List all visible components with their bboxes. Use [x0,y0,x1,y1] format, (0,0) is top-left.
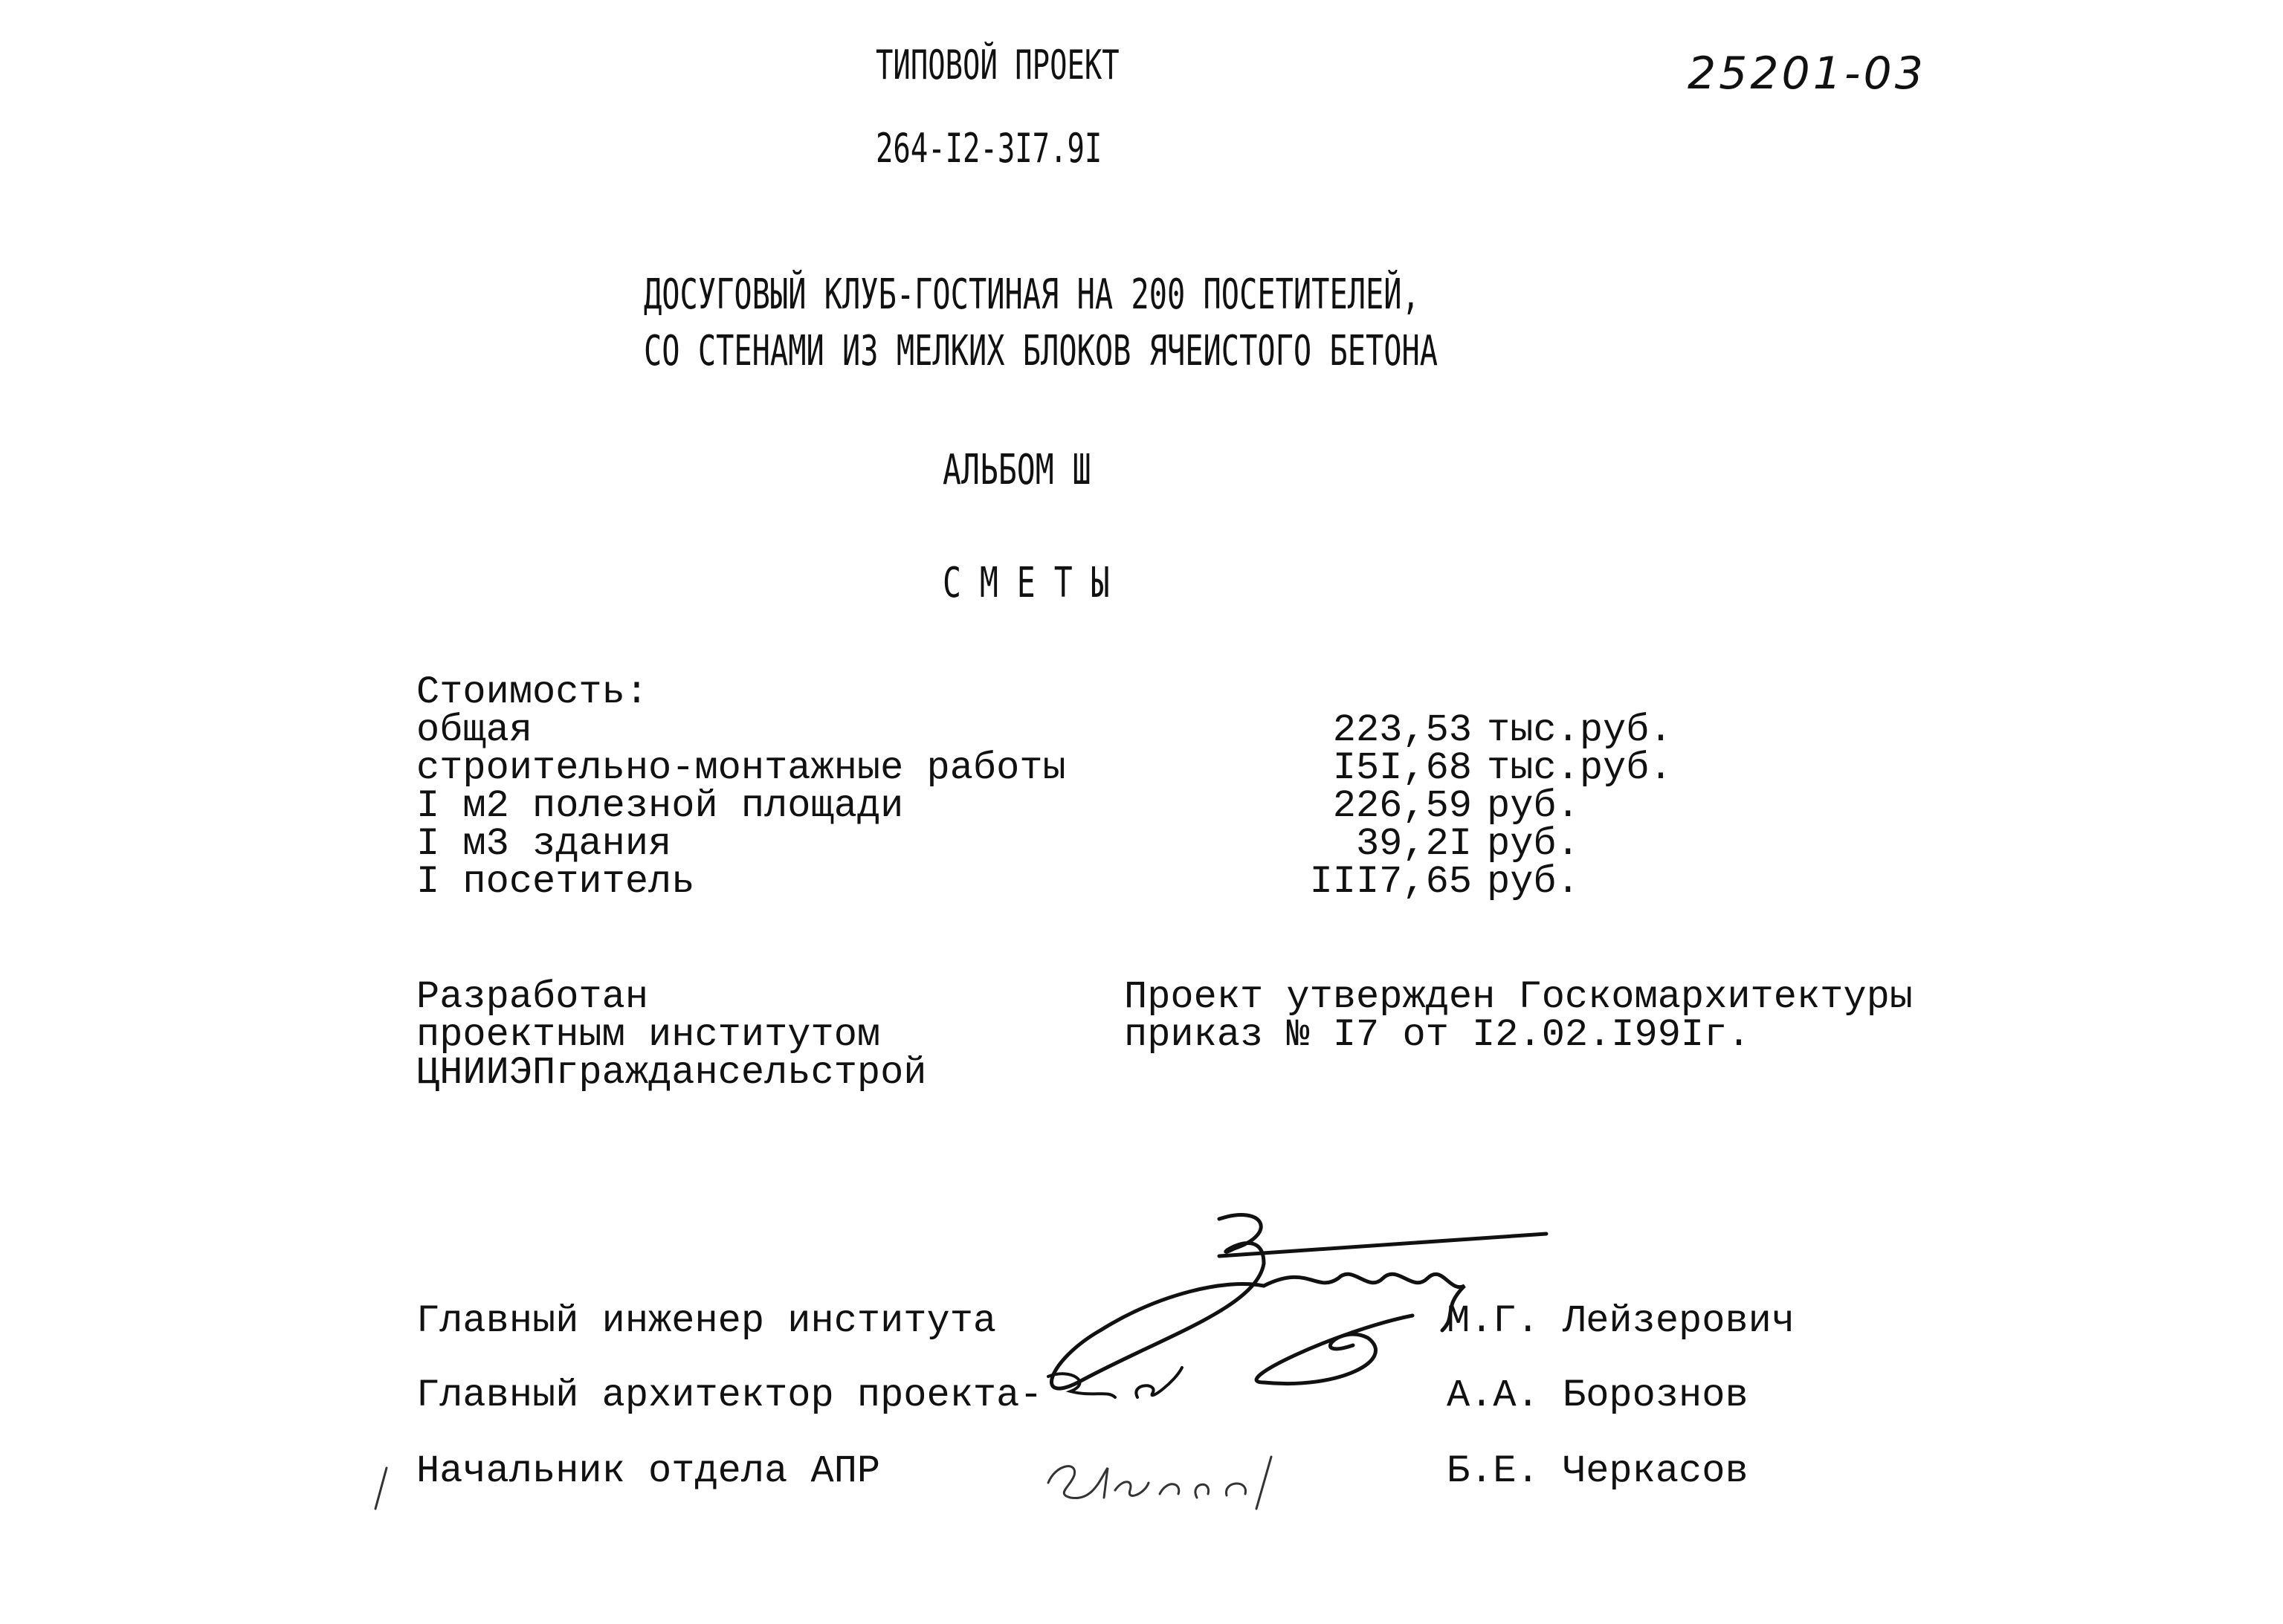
cost-value: III7,65 [1309,860,1472,904]
cost-label: I посетитель [416,860,695,904]
margin-mark [375,1468,387,1509]
signatory-position: Начальник отдела АПР [416,1449,881,1493]
cost-unit: тыс.руб. [1487,746,1673,790]
approval-line-1: Проект утвержден Госкомархитектуры [1124,975,1913,1019]
album-label: АЛЬБОМ Ш [943,446,1091,494]
title-line-2: СО СТЕНАМИ ИЗ МЕЛКИХ БЛОКОВ ЯЧЕИСТОГО БЕТОНА [644,327,1438,375]
cost-label: I м2 полезной площади [416,784,904,828]
cost-label: I м3 здания [416,822,672,866]
cost-unit: руб. [1487,784,1580,828]
inventory-number: 25201-03 [1688,48,1926,100]
signature-chief-architect [1048,1368,1182,1397]
approval-line-2: приказ № I7 от I2.02.I99Iг. [1124,1013,1751,1057]
title-line-1: ДОСУГОВЫЙ КЛУБ-ГОСТИНАЯ НА 200 ПОСЕТИТЕЛЕЙ, [644,271,1420,319]
project-type: ТИПОВОЙ ПРОЕКТ [876,42,1120,88]
signature-department-head [1048,1457,1271,1509]
cost-label: общая [416,708,533,752]
cost-value: 39,2I [1355,822,1472,866]
signatory-name: А.А. Борознов [1447,1374,1748,1417]
signatory-name: Б.Е. Черкасов [1447,1449,1748,1493]
cost-heading: Стоимость: [416,670,649,714]
signatory-position: Главный архитектор проекта- [416,1374,1043,1417]
project-number: 264-I2-3I7.9I [876,125,1102,172]
cost-value: I5I,68 [1332,746,1472,790]
developer-line-3: ЦНИИЭПграждансельстрой [416,1051,927,1095]
signature-chief-engineer [1051,1215,1546,1389]
developer-line-2: проектным институтом [416,1013,881,1057]
cost-unit: руб. [1487,860,1580,904]
cost-value: 226,59 [1332,784,1472,828]
section-title: С М Е Т Ы [943,559,1110,607]
cost-unit: руб. [1487,822,1580,866]
signature-chief-engineer-loop [1256,1316,1412,1384]
signatory-name: М.Г. Лейзерович [1447,1299,1795,1343]
cost-unit: тыс.руб. [1487,708,1673,752]
cost-label: строительно-монтажные работы [416,746,1066,790]
developer-line-1: Разработан [416,975,649,1019]
signatory-position: Главный инженер института [416,1299,997,1343]
cost-value: 223,53 [1332,708,1472,752]
